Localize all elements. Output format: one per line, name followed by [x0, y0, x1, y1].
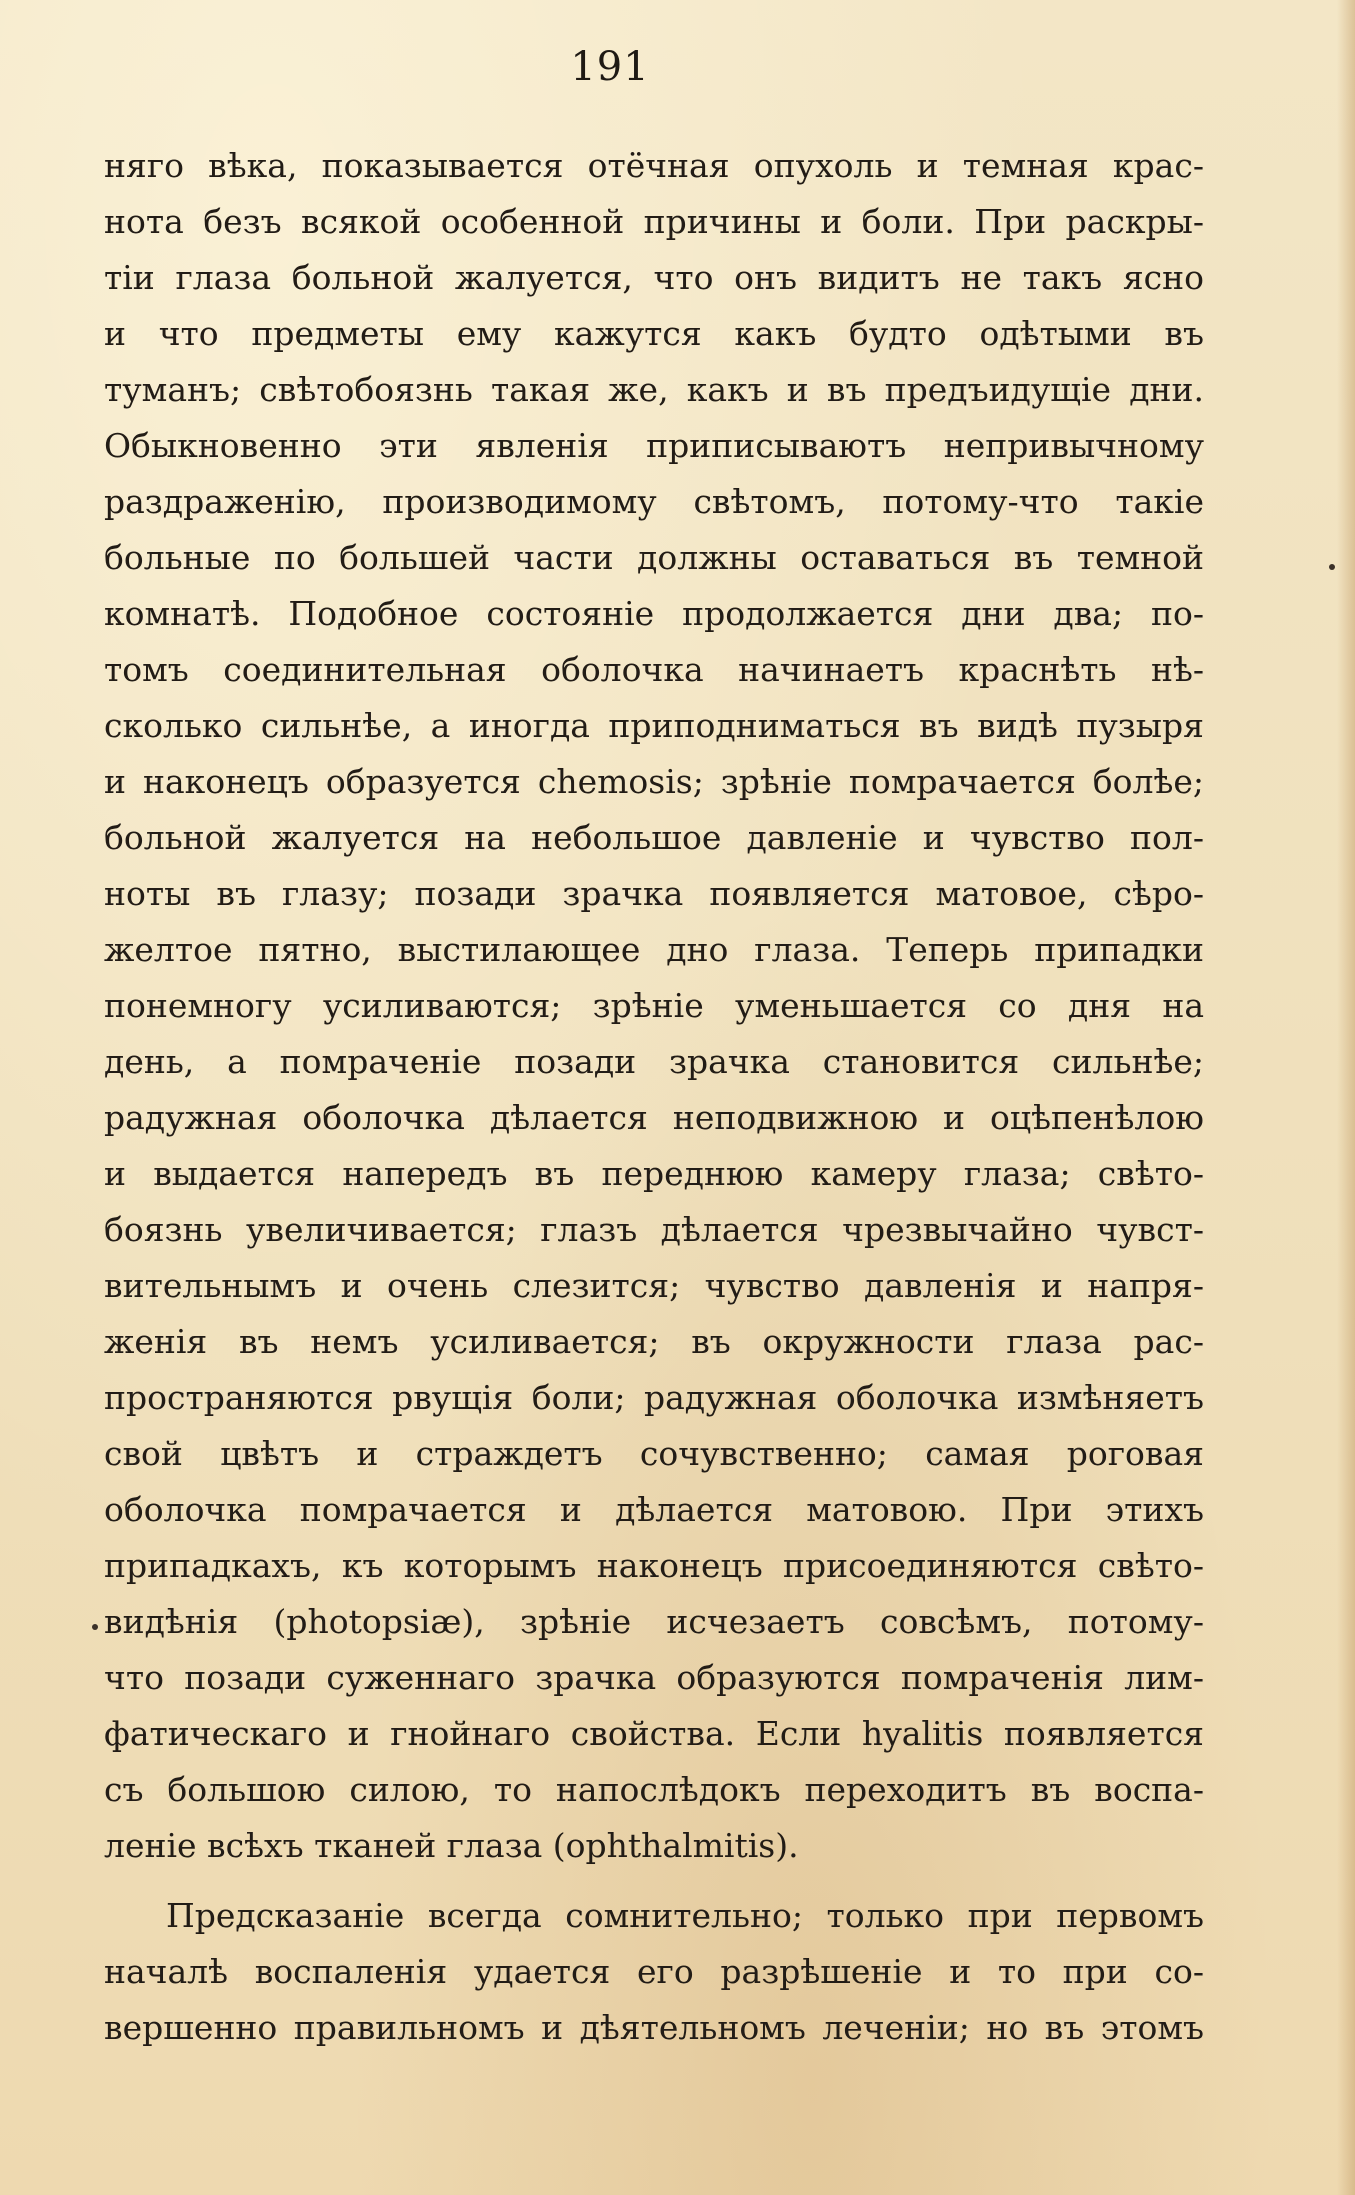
text-line: пространяются рвущія боли; радужная оболочка измѣняетъ — [104, 1378, 1204, 1417]
text-line: туманъ; свѣтобоязнь такая же, какъ и въ предъидущіе дни. — [104, 370, 1204, 409]
margin-speck — [92, 1624, 98, 1630]
text-line: и наконецъ образуется chemosis; зрѣніе помрачается болѣе; — [104, 762, 1204, 801]
text-line: радужная оболочка дѣлается неподвижною и оцѣпенѣлою — [104, 1098, 1204, 1137]
text-line: Предсказаніе всегда сомнительно; только при первомъ — [166, 1896, 1204, 1935]
text-line: нота безъ всякой особенной причины и боли. При раскры- — [104, 202, 1204, 241]
text-line: свой цвѣтъ и страждетъ сочувственно; самая роговая — [104, 1434, 1204, 1473]
text-line: началѣ воспаленія удается его разрѣшеніе и то при со- — [104, 1952, 1204, 1991]
text-line: боязнь увеличивается; глазъ дѣлается чрезвычайно чувст- — [104, 1210, 1204, 1249]
page-number: 191 — [570, 44, 650, 90]
text-line: Обыкновенно эти явленія приписываютъ непривычному — [104, 426, 1204, 465]
paragraph-1 — [104, 138, 1204, 1874]
text-line: комнатѣ. Подобное состояніе продолжается дни два; по- — [104, 594, 1204, 633]
margin-speck — [1329, 564, 1335, 570]
text-line: оболочка помрачается и дѣлается матовою. При этихъ — [104, 1490, 1204, 1529]
body-text — [104, 138, 1204, 2056]
text-line: фатическаго и гнойнаго свойства. Если hyalitis появляется — [104, 1714, 1204, 1753]
text-line: больные по большей части должны оставаться въ темной — [104, 538, 1204, 577]
page-edge-shading — [1337, 0, 1355, 2195]
text-line: няго вѣка, показывается отёчная опухоль и темная крас- — [104, 146, 1204, 185]
text-line: женія въ немъ усиливается; въ окружности глаза рас- — [104, 1322, 1204, 1361]
text-line: вершенно правильномъ и дѣятельномъ леченіи; но въ этомъ — [104, 2008, 1204, 2047]
text-line: больной жалуется на небольшое давленіе и чувство пол- — [104, 818, 1204, 857]
text-line: видѣнія (photopsiæ), зрѣніе исчезаетъ совсѣмъ, потому- — [104, 1602, 1204, 1641]
text-line: тіи глаза больной жалуется, что онъ видитъ не такъ ясно — [104, 258, 1204, 297]
text-line: что позади суженнаго зрачка образуются помраченія лим- — [104, 1658, 1204, 1697]
paragraph-gap — [104, 1874, 1204, 1888]
text-line: томъ соединительная оболочка начинаетъ краснѣть нѣ- — [104, 650, 1204, 689]
text-line: и выдается напередъ въ переднюю камеру глаза; свѣто- — [104, 1154, 1204, 1193]
text-line: леніе всѣхъ тканей глаза (ophthalmitis). — [104, 1826, 799, 1865]
text-line: вительнымъ и очень слезится; чувство давленія и напря- — [104, 1266, 1204, 1305]
text-line: припадкахъ, къ которымъ наконецъ присоединяются свѣто- — [104, 1546, 1204, 1585]
text-line: и что предметы ему кажутся какъ будто одѣтыми въ — [104, 314, 1204, 353]
text-line: день, а помраченіе позади зрачка становится сильнѣе; — [104, 1042, 1204, 1081]
paragraph-2 — [104, 1888, 1204, 2056]
text-line: ноты въ глазу; позади зрачка появляется матовое, сѣро- — [104, 874, 1204, 913]
text-line: раздраженію, производимому свѣтомъ, потому-что такіе — [104, 482, 1204, 521]
text-line: съ большою силою, то напослѣдокъ переходитъ въ воспа- — [104, 1770, 1204, 1809]
text-line: понемногу усиливаются; зрѣніе уменьшается со дня на — [104, 986, 1204, 1025]
text-line: сколько сильнѣе, а иногда приподниматься въ видѣ пузыря — [104, 706, 1204, 745]
text-line: желтое пятно, выстилающее дно глаза. Теперь припадки — [104, 930, 1204, 969]
